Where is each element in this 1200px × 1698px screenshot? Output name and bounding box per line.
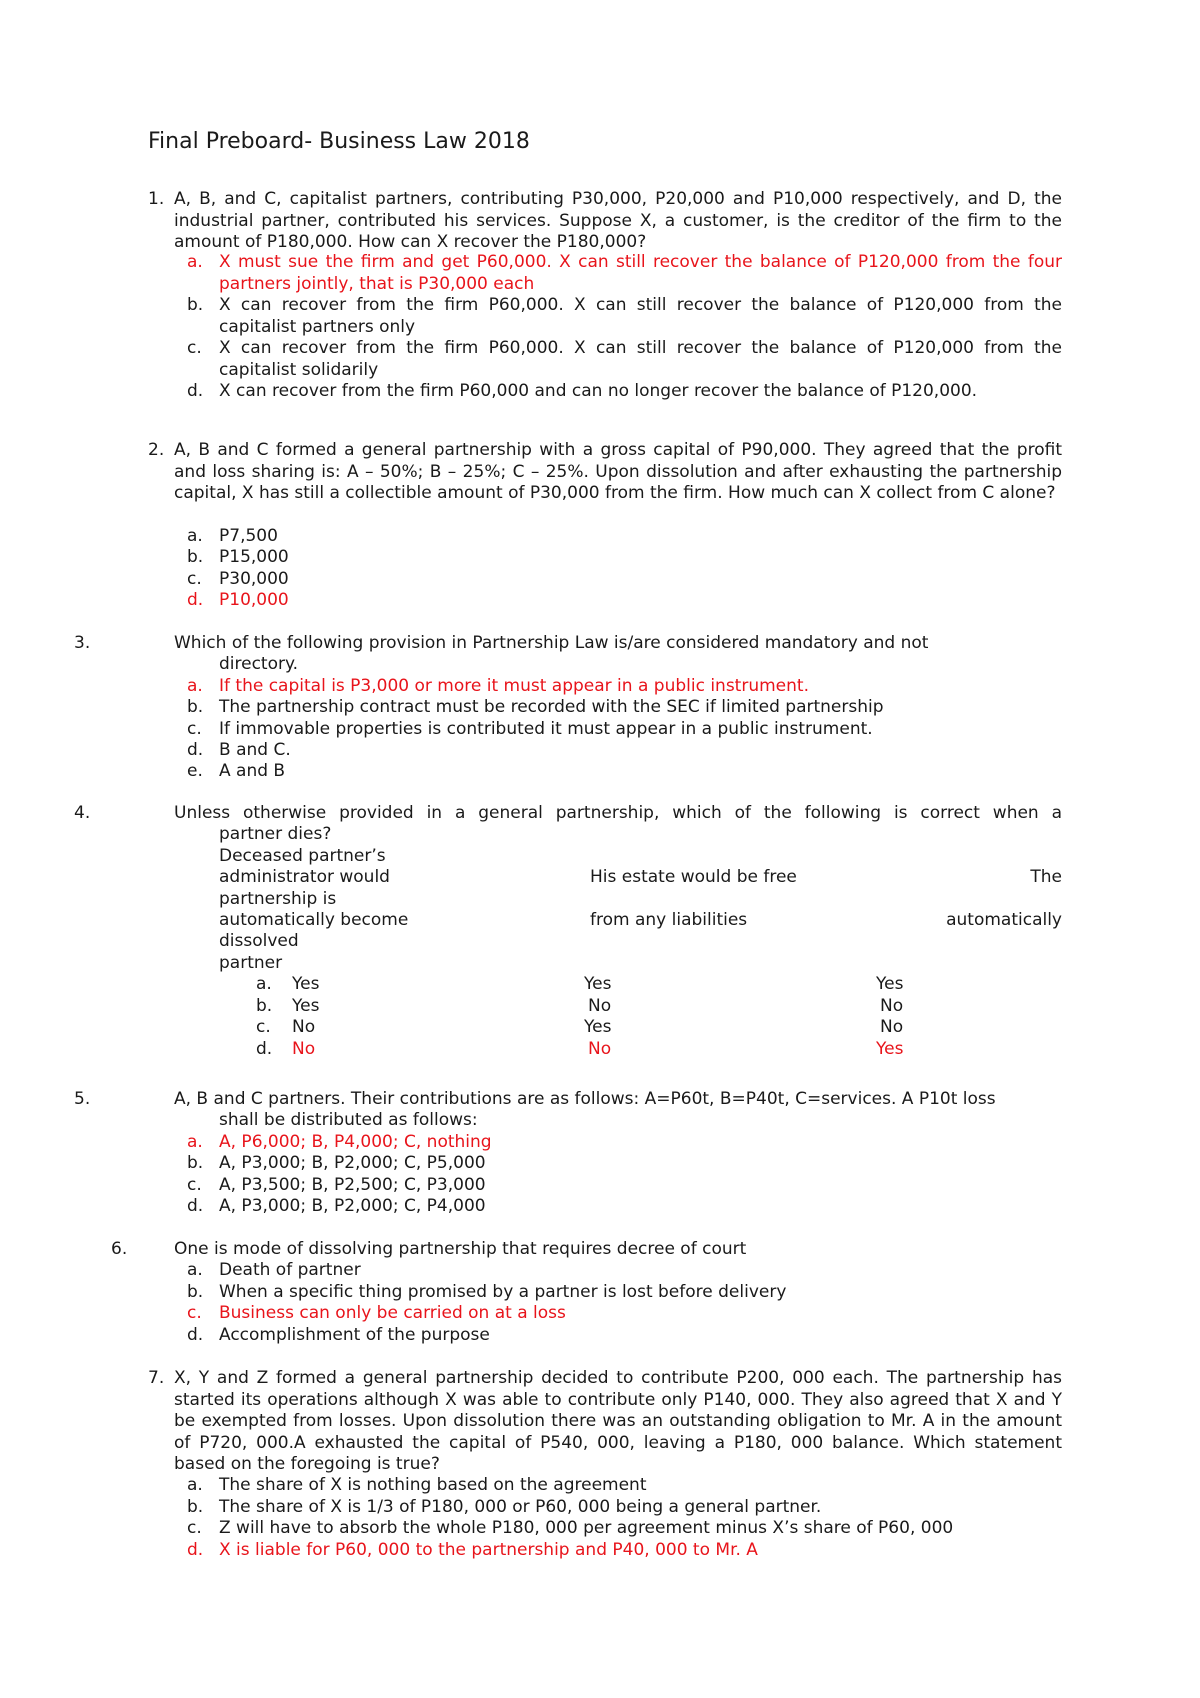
question-number: 6. — [111, 1239, 128, 1259]
option-text: When a specific thing promised by a partner is lost before delivery — [219, 1282, 787, 1302]
row-letter: b. — [256, 996, 273, 1016]
option-letter: e. — [187, 761, 203, 781]
option-text: X must sue the firm and get P60,000. X can still recover the balance of P120,000 from the four partners jointly, that is P30,000 each — [219, 252, 1062, 294]
question-number: 2. — [148, 440, 165, 460]
question-number: 1. — [148, 189, 165, 209]
question-text-cont: shall be distributed as follows: — [219, 1110, 478, 1130]
option-text: P15,000 — [219, 547, 289, 567]
option-letter: a. — [187, 526, 203, 546]
option-text: P10,000 — [219, 590, 289, 610]
option-text: The share of X is nothing based on the agreement — [219, 1475, 647, 1495]
option-text: The share of X is 1/3 of P180, 000 or P60, 000 being a general partner. — [219, 1497, 822, 1517]
row-cell: No — [880, 1017, 904, 1037]
question-text-cont: partner dies? — [219, 824, 332, 844]
option-letter: b. — [187, 1282, 204, 1302]
question-number: 7. — [148, 1368, 165, 1388]
row-cell: Yes — [584, 974, 612, 994]
table-header: dissolved — [219, 931, 299, 951]
table-header: administrator would — [219, 867, 390, 887]
option-letter: b. — [187, 1153, 204, 1173]
table-header: automatically become — [219, 910, 409, 930]
row-cell: No — [588, 1039, 612, 1059]
row-letter: d. — [256, 1039, 273, 1059]
table-header: The — [1030, 867, 1062, 887]
option-letter: b. — [187, 547, 204, 567]
option-letter: c. — [187, 719, 202, 739]
question-text: One is mode of dissolving partnership that requires decree of court — [174, 1239, 747, 1259]
option-letter: b. — [187, 295, 204, 315]
option-text: The partnership contract must be recorded with the SEC if limited partnership — [219, 697, 884, 717]
question-text: X, Y and Z formed a general partnership decided to contribute P200, 000 each. The partnership has started its operations although X was able to contribute only P140, 000. They also agreed that X and Y be exempted from losses. Upon dissolution there was an outstanding obligation to Mr. A in the amount of P720, 000.A exhausted the capital of P540, 000, leaving a P180, 000 balance. Which statement based on the foregoing is true? — [174, 1368, 1062, 1474]
row-cell: Yes — [584, 1017, 612, 1037]
option-letter: a. — [187, 1132, 203, 1152]
row-letter: a. — [256, 974, 272, 994]
question-text: A, B and C formed a general partnership with a gross capital of P90,000. They agreed that the profit and loss sharing is: A – 50%; B – 25%; C – 25%. Upon dissolution and after exhausting the partnership capital, X has still a collectible amount of P30,000 from the firm. How much can X collect from C alone? — [174, 440, 1062, 503]
option-letter: b. — [187, 697, 204, 717]
question-text: A, B, and C, capitalist partners, contributing P30,000, P20,000 and P10,000 respectively, and D, the industrial partner, contributed his services. Suppose X, a customer, is the creditor of the firm to the amount of P180,000. How can X recover the P180,000? — [174, 189, 1062, 252]
row-cell: No — [292, 1039, 316, 1059]
option-text: A, P6,000; B, P4,000; C, nothing — [219, 1132, 492, 1152]
question-text: A, B and C partners. Their contributions are as follows: A=P60t, B=P40t, C=services. A P10t loss — [174, 1089, 996, 1109]
option-text: A, P3,000; B, P2,000; C, P4,000 — [219, 1196, 486, 1216]
option-text: P7,500 — [219, 526, 278, 546]
option-letter: a. — [187, 1260, 203, 1280]
option-letter: c. — [187, 569, 202, 589]
option-letter: a. — [187, 1475, 203, 1495]
question-number: 3. — [74, 633, 91, 653]
option-text: If the capital is P3,000 or more it must appear in a public instrument. — [219, 676, 809, 696]
row-cell: Yes — [292, 996, 320, 1016]
option-text: A and B — [219, 761, 286, 781]
option-text: X can recover from the firm P60,000. X can still recover the balance of P120,000 from the capitalist partners only — [219, 295, 1062, 337]
option-text: X can recover from the firm P60,000 and can no longer recover the balance of P120,000. — [219, 381, 978, 401]
option-letter: c. — [187, 1175, 202, 1195]
option-text: Death of partner — [219, 1260, 361, 1280]
option-letter: d. — [187, 590, 204, 610]
option-letter: d. — [187, 1196, 204, 1216]
option-letter: c. — [187, 1518, 202, 1538]
row-cell: Yes — [876, 1039, 904, 1059]
option-text: Business can only be carried on at a loss — [219, 1303, 566, 1323]
option-text: Z will have to absorb the whole P180, 000 per agreement minus X’s share of P60, 000 — [219, 1518, 954, 1538]
option-letter: d. — [187, 1325, 204, 1345]
option-letter: d. — [187, 381, 204, 401]
row-cell: No — [588, 996, 612, 1016]
option-text: P30,000 — [219, 569, 289, 589]
option-letter: d. — [187, 740, 204, 760]
table-header: partner — [219, 953, 283, 973]
option-text: A, P3,000; B, P2,000; C, P5,000 — [219, 1153, 486, 1173]
option-letter: c. — [187, 1303, 202, 1323]
option-text: If immovable properties is contributed it must appear in a public instrument. — [219, 719, 873, 739]
table-header: Deceased partner’s — [219, 846, 386, 866]
option-text: A, P3,500; B, P2,500; C, P3,000 — [219, 1175, 486, 1195]
option-letter: d. — [187, 1540, 204, 1560]
row-cell: No — [292, 1017, 316, 1037]
question-text: Which of the following provision in Partnership Law is/are considered mandatory and not — [174, 633, 929, 653]
table-header: automatically — [946, 910, 1062, 930]
option-text: Accomplishment of the purpose — [219, 1325, 490, 1345]
option-letter: c. — [187, 338, 202, 358]
question-number: 5. — [74, 1089, 91, 1109]
table-header: partnership is — [219, 889, 337, 909]
question-text-cont: directory. — [219, 654, 299, 674]
page-title: Final Preboard- Business Law 2018 — [148, 129, 530, 154]
table-header: from any liabilities — [590, 910, 748, 930]
question-number: 4. — [74, 803, 91, 823]
table-header: His estate would be free — [590, 867, 797, 887]
option-letter: a. — [187, 676, 203, 696]
option-text: B and C. — [219, 740, 291, 760]
row-cell: No — [880, 996, 904, 1016]
row-cell: Yes — [876, 974, 904, 994]
option-letter: a. — [187, 252, 203, 272]
row-cell: Yes — [292, 974, 320, 994]
option-text: X is liable for P60, 000 to the partnership and P40, 000 to Mr. A — [219, 1540, 758, 1560]
option-letter: b. — [187, 1497, 204, 1517]
row-letter: c. — [256, 1017, 271, 1037]
option-text: X can recover from the firm P60,000. X can still recover the balance of P120,000 from the capitalist solidarily — [219, 338, 1062, 380]
question-text: Unless otherwise provided in a general partnership, which of the following is correct when a — [174, 803, 1062, 823]
